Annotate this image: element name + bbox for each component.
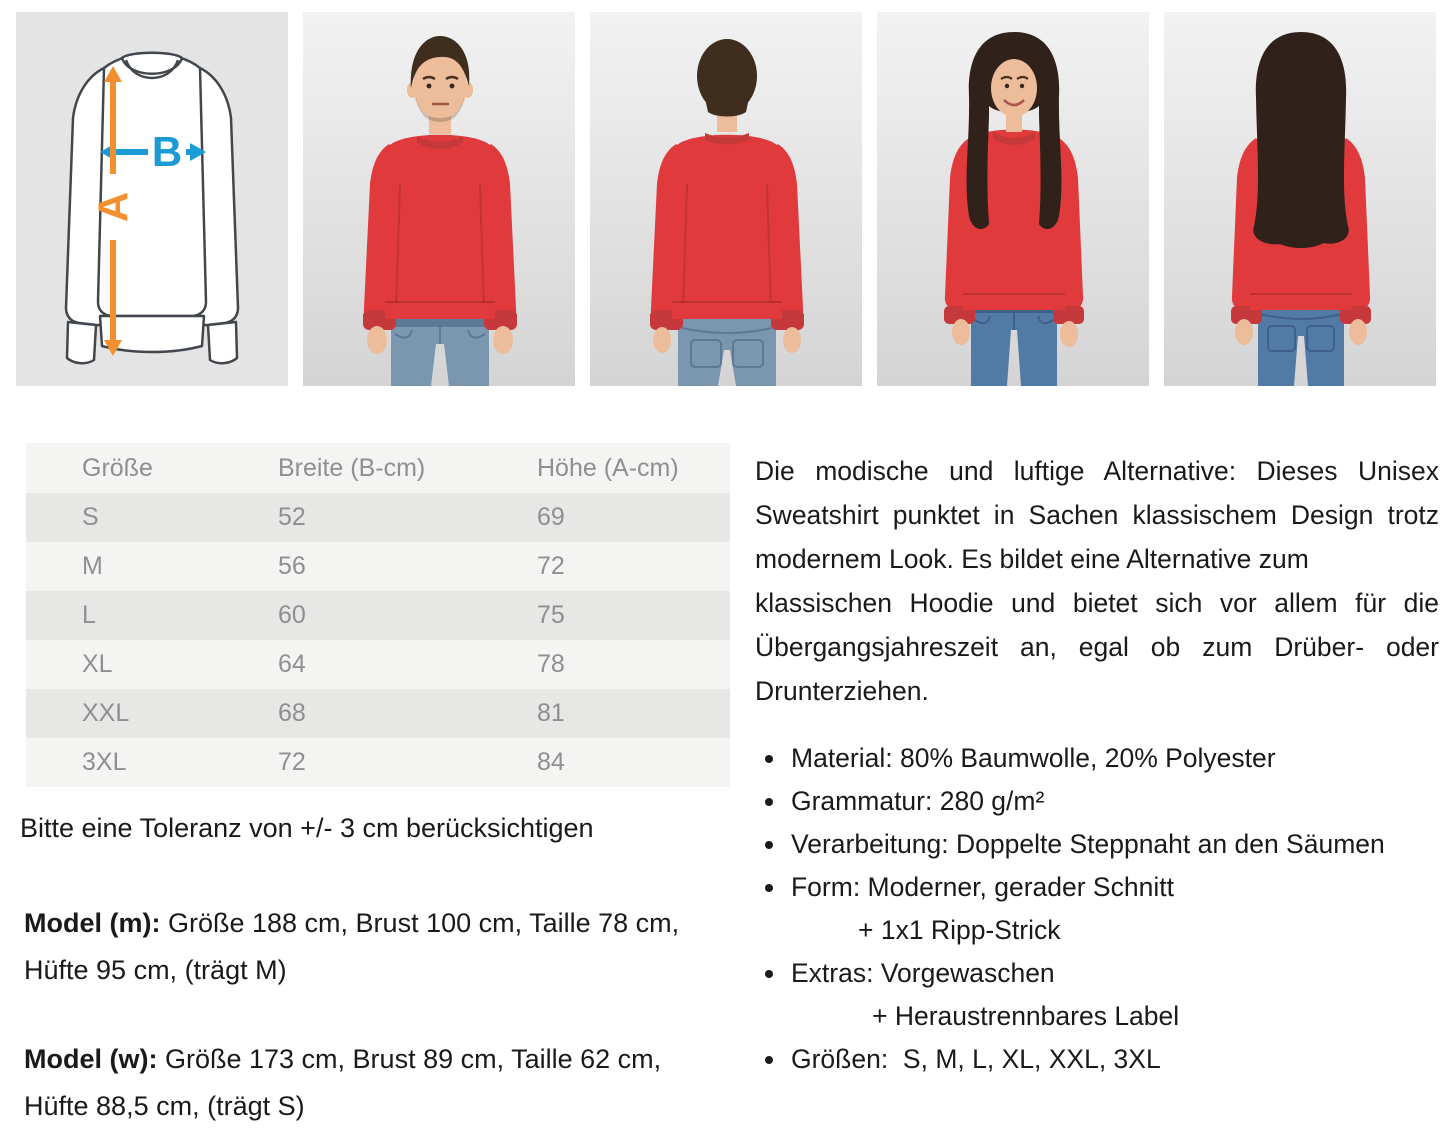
right-hand — [1349, 319, 1367, 345]
model-m-info — [24, 900, 739, 994]
description-line: Sweatshirt punktet in Sachen klassischem Design trotz — [755, 500, 1439, 530]
table-row — [26, 542, 730, 591]
details-item-extras: Extras: Vorgewaschen — [755, 952, 1439, 995]
cell-width: 60 — [278, 601, 306, 629]
sweatshirt — [944, 130, 1084, 325]
tolerance-note: Bitte eine Toleranz von +/- 3 cm berücksichtigen — [20, 813, 594, 843]
model-m-label: Model (m): — [24, 908, 161, 938]
sweatshirt — [363, 135, 517, 330]
size-table — [26, 443, 730, 787]
left-hand — [653, 327, 671, 353]
model-m-line2: Hüfte 95 cm, (trägt M) — [24, 955, 287, 985]
header-hoehe: Höhe (A-cm) — [537, 453, 679, 482]
model-w-label: Model (w): — [24, 1044, 158, 1074]
photo-model-male-back — [590, 12, 862, 386]
cell-size: S — [82, 503, 99, 531]
cell-height: 78 — [537, 650, 565, 678]
cell-height: 81 — [537, 699, 565, 727]
table-row — [26, 689, 730, 738]
right-hand — [783, 327, 801, 353]
description-line: Drunterziehen. — [755, 676, 929, 706]
header-groesse: Größe — [82, 453, 153, 482]
details-item-groessen: Größen: S, M, L, XL, XXL, 3XL — [755, 1038, 1439, 1081]
left-hand — [367, 326, 387, 354]
cell-height: 75 — [537, 601, 565, 629]
size-diagram-image — [16, 12, 288, 386]
table-row — [26, 591, 730, 640]
product-description — [755, 449, 1439, 713]
width-label: B — [151, 128, 183, 175]
hair — [1253, 32, 1348, 248]
product-image-gallery — [0, 0, 1445, 386]
cell-height: 69 — [537, 503, 565, 531]
model-w-line2: Hüfte 88,5 cm, (trägt S) — [24, 1091, 305, 1121]
details-item-verarbeitung: Verarbeitung: Doppelte Steppnaht an den Säumen — [755, 823, 1439, 866]
description-column — [755, 443, 1439, 1130]
cell-width: 72 — [278, 748, 306, 776]
description-line: Übergangsjahreszeit an, egal ob zum Drüber- oder — [755, 632, 1439, 662]
cell-width: 64 — [278, 650, 306, 678]
sweatshirt — [650, 135, 804, 330]
right-hand — [1060, 321, 1078, 347]
right-hand — [493, 326, 513, 354]
table-row — [26, 738, 730, 787]
description-line: modernem Look. Es bildet eine Alternative zum — [755, 544, 1309, 574]
model-m-measurements: Größe 188 cm, Brust 100 cm, Taille 78 cm, — [160, 908, 680, 938]
bullet-dot-icon — [765, 1056, 773, 1064]
male-back-illustration — [590, 12, 862, 386]
cell-width: 68 — [278, 699, 306, 727]
female-back-illustration — [1164, 12, 1436, 386]
bullet-dot-icon — [765, 841, 773, 849]
table-row — [26, 640, 730, 689]
description-line: Die modische und luftige Alternative: Dieses Unisex — [755, 456, 1439, 486]
details-item-ripp-strick: + 1x1 Ripp-Strick — [858, 915, 1061, 945]
bullet-dot-icon — [765, 755, 773, 763]
product-details-list — [755, 737, 1439, 1081]
bullet-dot-icon — [765, 798, 773, 806]
model-w-measurements: Größe 173 cm, Brust 89 cm, Taille 62 cm, — [157, 1044, 662, 1074]
bullet-dot-icon — [765, 970, 773, 978]
model-w-info — [24, 1036, 739, 1130]
photo-model-female-back — [1164, 12, 1436, 386]
female-front-illustration — [877, 12, 1149, 386]
left-hand — [1235, 319, 1253, 345]
bullet-dot-icon — [765, 884, 773, 892]
size-table-header-row — [26, 443, 730, 493]
photo-model-female-front — [877, 12, 1149, 386]
details-item-form: Form: Moderner, gerader Schnitt — [755, 866, 1439, 909]
header-breite: Breite (B-cm) — [278, 453, 426, 482]
male-front-illustration — [303, 12, 575, 386]
details-item-material: Material: 80% Baumwolle, 20% Polyester — [755, 737, 1439, 780]
details-item-label: + Heraustrennbares Label — [872, 1001, 1180, 1031]
cell-size: XL — [82, 650, 113, 678]
description-line: klassischen Hoodie und bietet sich vor allem für die — [755, 588, 1439, 618]
height-label: A — [89, 191, 137, 223]
size-info-column — [20, 443, 739, 1130]
photo-model-male-front — [303, 12, 575, 386]
cell-size: M — [82, 552, 103, 580]
left-hand — [952, 319, 970, 345]
details-item-grammatur: Grammatur: 280 g/m² — [755, 780, 1439, 823]
table-row — [26, 493, 730, 542]
cell-height: 72 — [537, 552, 565, 580]
cell-size: XXL — [82, 699, 130, 727]
cell-size: L — [82, 601, 96, 629]
cell-width: 56 — [278, 552, 306, 580]
face — [991, 48, 1037, 117]
cell-height: 84 — [537, 748, 565, 776]
cell-width: 52 — [278, 503, 306, 531]
product-info-section — [0, 443, 1445, 1130]
cell-size: 3XL — [82, 748, 127, 776]
sweatshirt-measure-diagram — [16, 12, 288, 386]
